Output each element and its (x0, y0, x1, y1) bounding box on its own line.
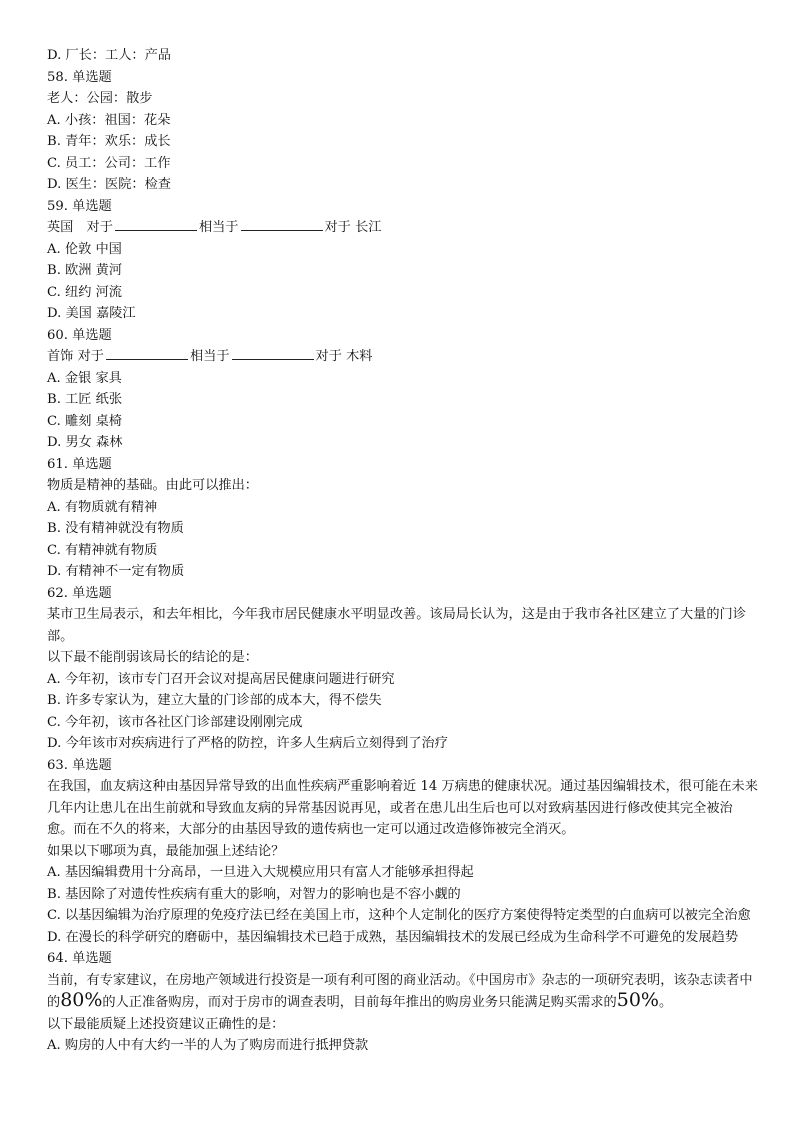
q64-option-a: A. 购房的人中有大约一半的人为了购房而进行抵押贷款 (47, 1038, 369, 1053)
q61-option-d: D. 有精神不一定有物质 (47, 564, 185, 579)
q64-question: 以下最能质疑上述投资建议正确性的是： (47, 1016, 285, 1032)
q64-percent-2: 50% (616, 989, 659, 1011)
q58-option-d: D. 医生：医院：检查 (47, 177, 171, 192)
q62-option-d: D. 今年该市对疾病进行了严格的防控，许多人生病后立刻得到了治疗 (47, 736, 448, 751)
q63-question: 如果以下哪项为真，最能加强上述结论？ (47, 843, 285, 859)
q60-option-b: B. 工匠 纸张 (47, 392, 123, 407)
q63-option-a: A. 基因编辑费用十分高昂，一旦进入大规模应用只有富人才能够承担得起 (47, 865, 474, 880)
q64-stem-part2: 的人正准备购房，而对于房市的调查表明，目前每年推出的购房业务只能满足购买需求的 (102, 995, 617, 1010)
q63-header: 63. 单选题 (47, 757, 112, 773)
q58-option-b: B. 青年：欢乐：成长 (47, 134, 171, 149)
q58-header: 58. 单选题 (47, 69, 112, 85)
q59-stem-part3: 对于 长江 (324, 220, 382, 235)
q60-stem (47, 346, 759, 368)
document-page (47, 45, 759, 1057)
q59-stem-part2: 相当于 (198, 220, 239, 235)
q60-stem-part1: 首饰 对于 (47, 349, 104, 364)
q59-option-b: B. 欧洲 黄河 (47, 263, 123, 278)
q64-percent-1: 80% (60, 989, 103, 1011)
q61-option-c: C. 有精神就有物质 (47, 542, 158, 558)
q59-header: 59. 单选题 (47, 198, 112, 214)
q60-header: 60. 单选题 (47, 327, 112, 343)
q61-option-b: B. 没有精神就没有物质 (47, 521, 184, 536)
q58-stem: 老人：公园：散步 (47, 91, 153, 106)
q61-stem: 物质是精神的基础。由此可以推出： (47, 478, 258, 493)
q60-option-a: A. 金银 家具 (47, 370, 122, 386)
q59-option-a: A. 伦敦 中国 (47, 241, 122, 257)
q59-stem-part1: 英国 对于 (47, 220, 113, 235)
fill-blank-2 (241, 217, 323, 231)
q59-option-d: D. 美国 嘉陵江 (47, 306, 136, 321)
q63-option-b: B. 基因除了对遗传性疾病有重大的影响，对智力的影响也是不容小觑的 (47, 886, 461, 902)
q64-header: 64. 单选题 (47, 951, 112, 966)
q62-question: 以下最不能削弱该局长的结论的是： (47, 650, 258, 665)
q62-option-c: C. 今年初，该市各社区门诊部建设刚刚完成 (47, 714, 303, 730)
q62-option-a: A. 今年初，该市专门召开会议对提高居民健康问题进行研究 (47, 671, 395, 687)
q62-stem: 某市卫生局表示，和去年相比，今年我市居民健康水平明显改善。该局局长认为，这是由于我市各社区建立了大量的门诊部。 (47, 607, 746, 644)
fill-blank-2 (232, 346, 314, 360)
q60-option-d: D. 男女 森林 (47, 435, 123, 450)
q58-option-a: A. 小孩：祖国：花朵 (47, 112, 171, 128)
fill-blank-1 (115, 217, 197, 231)
q64-stem (47, 970, 759, 1014)
q63-option-c: C. 以基因编辑为治疗原理的免疫疗法已经在美国上市，这种个人定制化的医疗方案使得特定类型的白血病可以被完全治愈 (47, 908, 751, 923)
q58-option-c: C. 员工：公司：工作 (47, 155, 171, 171)
q59-option-c: C. 纽约 河流 (47, 284, 122, 300)
q62-option-b: B. 许多专家认为，建立大量的门诊部的成本大，得不偿失 (47, 693, 382, 708)
q63-stem: 在我国，血友病这种由基因异常导致的出血性疾病严重影响着近 14 万病患的健康状况。通过基因编辑技术，很可能在未来几年内让患儿在出生前就和导致血友病的异常基因说再见，或者在患儿出生后也可以对致病基因进行修改使其完全被治愈。而在不久的将来，大部分的由基因导致的遗传病也一定可以通过改造修饰被完全消灭。 (47, 779, 758, 837)
q60-stem-part2: 相当于 (189, 349, 230, 364)
q60-option-c: C. 雕刻 桌椅 (47, 413, 122, 429)
q59-stem (47, 217, 759, 239)
q61-option-a: A. 有物质就有精神 (47, 499, 158, 515)
q64-stem-part3: 。 (658, 995, 673, 1010)
q57-option-d: D. 厂长：工人：产品 (47, 48, 171, 63)
q62-header: 62. 单选题 (47, 585, 112, 601)
q60-stem-part3: 对于 木料 (315, 349, 373, 364)
fill-blank-1 (106, 346, 188, 360)
q61-header: 61. 单选题 (47, 456, 112, 472)
q64-stem-part1: 当前，有专家建议，在房地产领域进行投资是一项有利可图的商业活动。《中国房市》杂志的一项研究表明，该杂志读者中的 (47, 972, 753, 1010)
q63-option-d: D. 在漫长的科学研究的磨砺中，基因编辑技术已趋于成熟，基因编辑技术的发展已经成为生命科学不可避免的发展趋势 (47, 929, 739, 945)
